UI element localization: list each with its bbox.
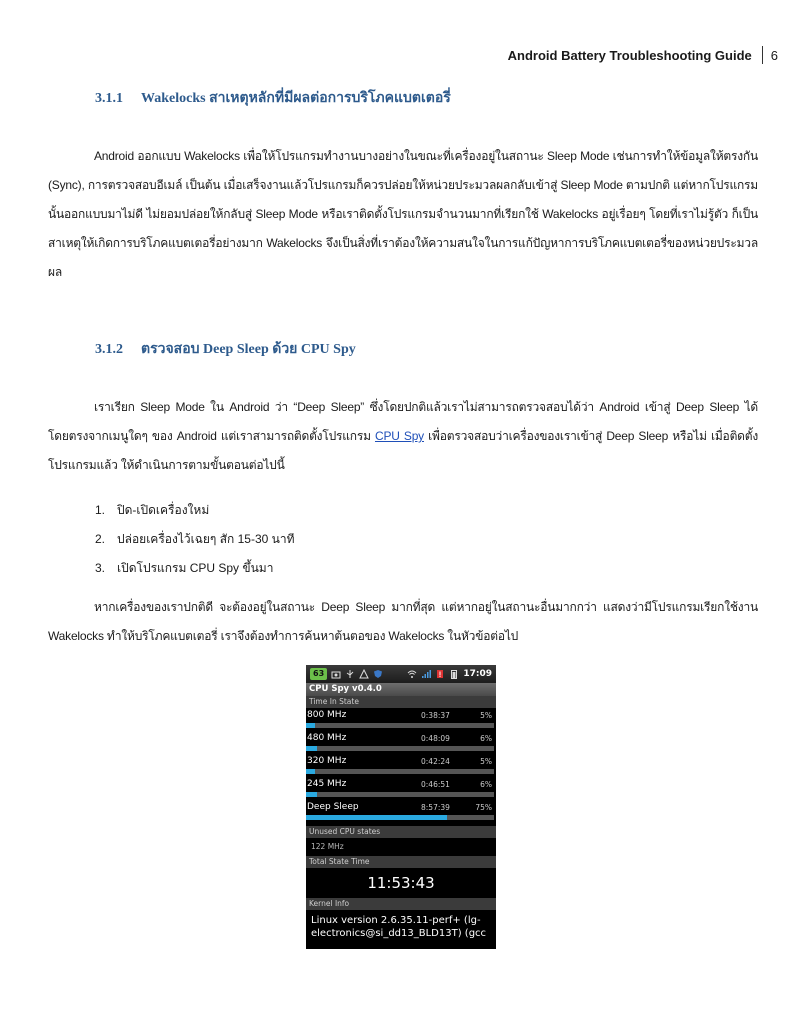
state-time: 8:57:39	[421, 803, 450, 812]
document-title: Android Battery Troubleshooting Guide	[507, 47, 752, 63]
state-percent: 6%	[480, 734, 492, 743]
shield-icon	[373, 669, 383, 679]
step-number: 3.	[95, 561, 106, 575]
list-item	[95, 496, 295, 525]
state-percent: 5%	[480, 711, 492, 720]
paragraph-text: หากเครื่องของเราปกติดี จะต้องอยู่ในสถานะ Deep Sleep มากที่สุด แต่หากอยู่ในสถานะอื่นมากกว่า แสดงว่ามีโปรแกรมเรียกใช้งาน Wakelocks ทำให้บริโภคแบตเตอรี่ เราจึงต้องทำการค้นหาต้นตอของ Wakelocks ในหัวข้อต่อไป	[48, 600, 758, 643]
cpu-spy-link[interactable]: CPU Spy	[374, 429, 424, 443]
state-bar-fill	[306, 792, 317, 797]
battery-icon	[449, 669, 459, 679]
paragraph-wakelocks	[48, 142, 758, 287]
kernel-info-header: Kernel Info	[306, 898, 496, 910]
cpu-spy-screenshot	[306, 665, 496, 949]
state-bar	[306, 815, 494, 820]
step-text: เปิดโปรแกรม CPU Spy ขึ้นมา	[117, 561, 274, 575]
camera-icon	[331, 669, 341, 679]
step-number: 1.	[95, 503, 106, 517]
state-row	[306, 800, 496, 823]
unused-states-header: Unused CPU states	[306, 826, 496, 838]
state-time: 0:48:09	[421, 734, 450, 743]
state-bar-fill	[306, 815, 447, 820]
status-time: 17:09	[463, 669, 492, 679]
kernel-info-text: Linux version 2.6.35.11-perf+ (lg-electronics@si_dd13_BLD13T) (gcc	[311, 915, 487, 939]
status-bar	[306, 665, 496, 683]
section-number: 3.1.2	[95, 342, 123, 357]
section-title: ตรวจสอบ Deep Sleep ด้วย CPU Spy	[141, 342, 356, 357]
state-percent: 75%	[475, 803, 492, 812]
app-title-bar: CPU Spy v0.4.0	[306, 683, 496, 696]
section-heading-3-1-2	[95, 338, 356, 360]
wifi-icon	[407, 669, 417, 679]
state-bar-fill	[306, 746, 317, 751]
section-title: Wakelocks สาเหตุหลักที่มีผลต่อการบริโภคแบตเตอรี่	[141, 91, 451, 106]
state-row	[306, 777, 496, 800]
step-text: ปิด-เปิดเครื่องใหม่	[117, 503, 210, 517]
page-header	[508, 46, 778, 64]
paragraph-text: เพื่อตรวจสอบว่าเครื่องของเราเข้าสู่ Deep Sleep หรือไม่ เมื่อติดตั้งโปรแกรมแล้ว ให้ดำเนินการตามขั้นตอนต่อไปนี้	[48, 429, 759, 472]
state-bar	[306, 723, 494, 728]
state-bar-fill	[306, 723, 315, 728]
usb-icon	[345, 669, 355, 679]
state-bar	[306, 769, 494, 774]
page-number: 6	[770, 47, 778, 63]
state-bar	[306, 746, 494, 751]
state-freq: Deep Sleep	[307, 802, 359, 812]
state-row	[306, 731, 496, 754]
time-in-state-header: Time In State	[306, 696, 496, 708]
step-number: 2.	[95, 532, 106, 546]
notification-badge: 63	[310, 668, 327, 680]
section-number: 3.1.1	[95, 91, 123, 106]
list-item	[95, 554, 295, 583]
state-freq: 480 MHz	[307, 733, 347, 743]
state-freq: 245 MHz	[307, 779, 347, 789]
state-row	[306, 754, 496, 777]
state-time: 0:46:51	[421, 780, 450, 789]
state-bar	[306, 792, 494, 797]
paragraph-text: เราเรียก Sleep Mode ใน Android ว่า “Deep Sleep” ซึ่งโดยปกติแล้วเราไม่สามารถตรวจสอบได้ว่า Android เข้าสู่ Deep Sleep ได้โดยตรงจากเมนูใดๆ ของ Android แต่เราสามารถติดตั้งโปรแกรม	[48, 400, 758, 443]
state-freq: 320 MHz	[307, 756, 347, 766]
total-time-value: 11:53:43	[367, 874, 435, 892]
state-row	[306, 708, 496, 731]
state-bar-fill	[306, 769, 315, 774]
state-percent: 5%	[480, 757, 492, 766]
state-percent: 6%	[480, 780, 492, 789]
list-item	[95, 525, 295, 554]
state-time: 0:38:37	[421, 711, 450, 720]
unused-states-value: 122 MHz	[311, 842, 344, 851]
warning-icon	[359, 669, 369, 679]
alert-icon	[435, 669, 445, 679]
state-freq: 800 MHz	[307, 710, 347, 720]
step-text: ปล่อยเครื่องไว้เฉยๆ สัก 15-30 นาที	[117, 532, 295, 546]
total-time-header: Total State Time	[306, 856, 496, 868]
state-time: 0:42:24	[421, 757, 450, 766]
paragraph-text: Android ออกแบบ Wakelocks เพื่อให้โปรแกรมทำงานบางอย่างในขณะที่เครื่องอยู่ในสถานะ Sleep Mode เช่นการทำให้ข้อมูลให้ตรงกัน (Sync), การตรวจสอบอีเมล์ เป็นต้น เมื่อเสร็จงานแล้วโปรแกรมก็ควรปล่อยให้หน่วยประมวลผลกลับเข้าสู่ Sleep Mode ตามปกติ แต่หากโปรแกรมนั้นออกแบบมาไม่ดี ไม่ยอมปล่อยให้กลับสู่ Sleep Mode หรือเราติดตั้งโปรแกรมจำนวนมากที่เรียกใช้ Wakelocks อยู่เรื่อยๆ โดยที่เราไม่รู้ตัว ก็เป็นสาเหตุให้เกิดการบริโภคแบตเตอรี่อย่างมาก Wakelocks จึงเป็นสิ่งที่เราต้องให้ความสนใจในการแก้ปัญหาการบริโภคแบตเตอรี่ของหน่วยประมวลผล	[48, 149, 758, 279]
paragraph-closing	[48, 593, 758, 651]
steps-list	[95, 496, 295, 583]
paragraph-deep-sleep	[48, 393, 758, 480]
signal-icon	[421, 669, 431, 679]
section-heading-3-1-1	[95, 87, 451, 109]
header-divider	[762, 46, 763, 64]
